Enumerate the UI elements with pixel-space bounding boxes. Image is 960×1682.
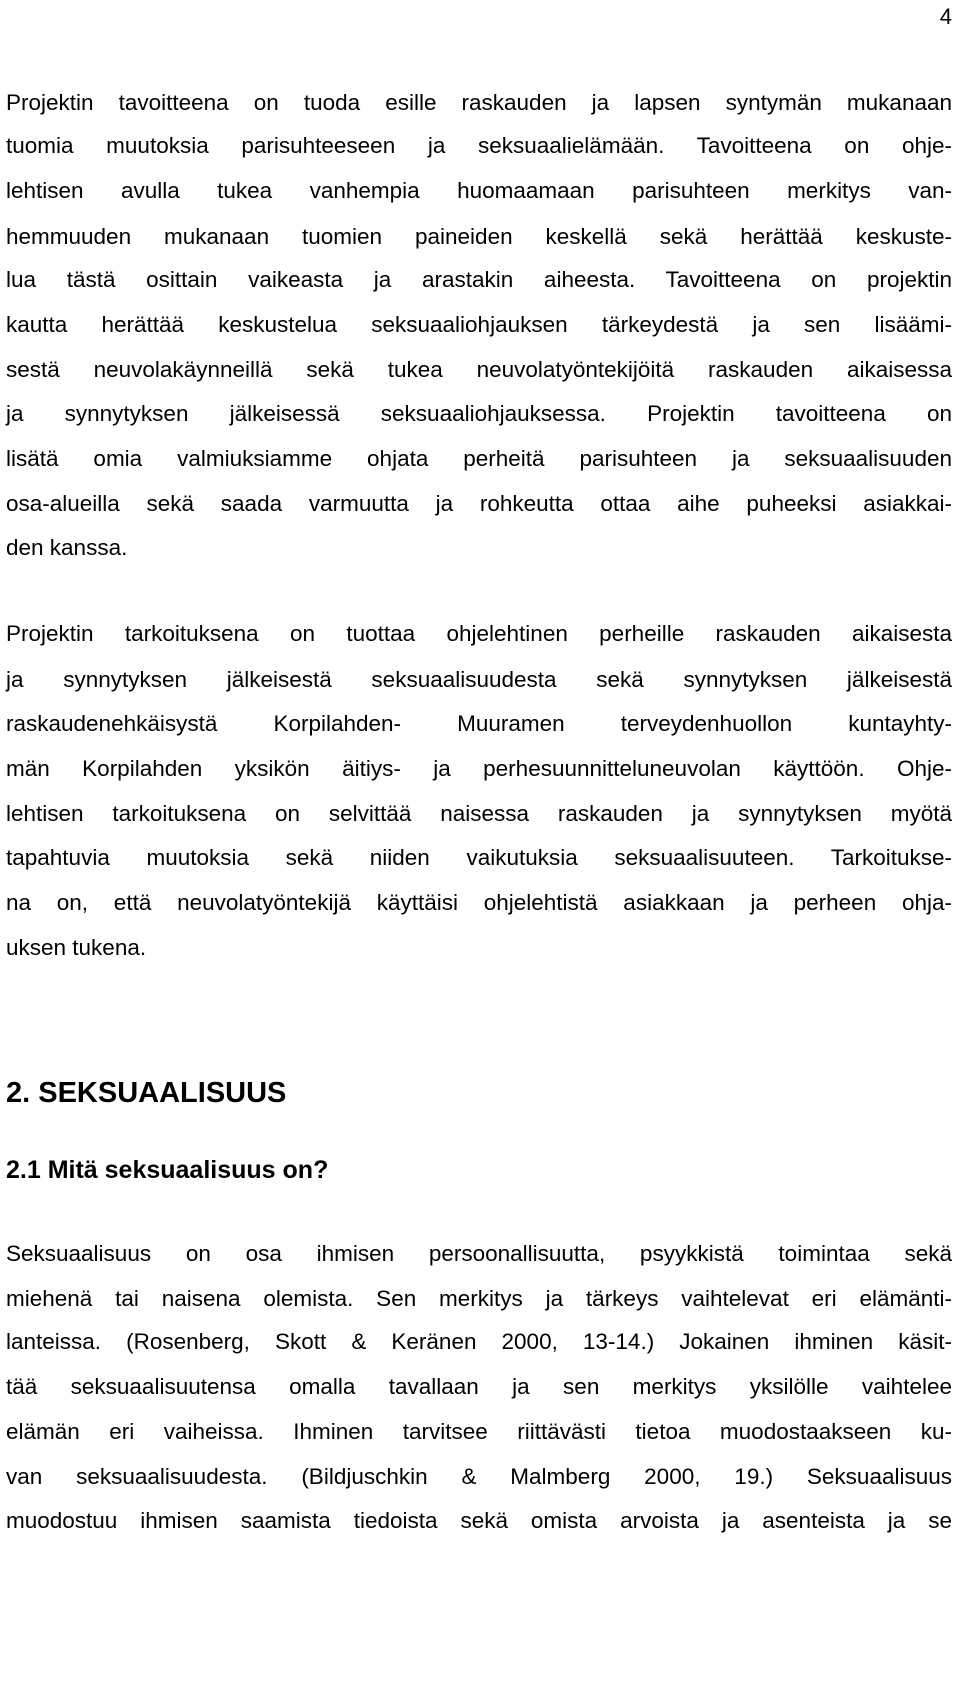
paragraph-1-line-6: kautta herättää keskustelua seksuaaliohjauksen tärkeydestä ja sen lisäämi- — [6, 312, 952, 337]
paragraph-1-line-5: lua tästä osittain vaikeasta ja arastakin aiheesta. Tavoitteena on projektin — [6, 267, 952, 292]
paragraph-2-line-1: Projektin tarkoituksena on tuottaa ohjelehtinen perheille raskauden aikaisesta — [6, 621, 952, 646]
paragraph-1-line-4: hemmuuden mukanaan tuomien paineiden keskellä sekä herättää keskuste- — [6, 224, 952, 249]
paragraph-1-line-10: osa-alueilla sekä saada varmuutta ja rohkeutta ottaa aihe puheeksi asiakkai- — [6, 491, 952, 516]
paragraph-2-line-8: uksen tukena. — [6, 935, 147, 960]
paragraph-3-line-7: muodostuu ihmisen saamista tiedoista sekä omista arvoista ja asenteista ja se — [6, 1508, 952, 1533]
paragraph-3-line-3: lanteissa. (Rosenberg, Skott & Keränen 2000, 13-14.) Jokainen ihminen käsit- — [6, 1329, 952, 1354]
paragraph-1-line-3: lehtisen avulla tukea vanhempia huomaamaan parisuhteen merkitys van- — [6, 178, 952, 203]
paragraph-2-line-6: tapahtuvia muutoksia sekä niiden vaikutuksia seksuaalisuuteen. Tarkoitukse- — [6, 845, 952, 870]
paragraph-2-line-5: lehtisen tarkoituksena on selvittää naisessa raskauden ja synnytyksen myötä — [6, 801, 952, 826]
section-heading: 2. SEKSUAALISUUS — [6, 1077, 287, 1109]
paragraph-3-line-6: van seksuaalisuudesta. (Bildjuschkin & Malmberg 2000, 19.) Seksuaalisuus — [6, 1464, 952, 1489]
paragraph-3-line-4: tää seksuaalisuutensa omalla tavallaan ja sen merkitys yksilölle vaihtelee — [6, 1374, 952, 1399]
paragraph-1-line-1: Projektin tavoitteena on tuoda esille raskauden ja lapsen syntymän mukanaan — [6, 90, 952, 115]
page-number: 4 — [939, 4, 952, 29]
paragraph-1-line-11: den kanssa. — [6, 535, 128, 560]
paragraph-2-line-2: ja synnytyksen jälkeisestä seksuaalisuudesta sekä synnytyksen jälkeisestä — [6, 667, 952, 692]
paragraph-2-line-7: na on, että neuvolatyöntekijä käyttäisi ohjelehtistä asiakkaan ja perheen ohja- — [6, 890, 952, 915]
paragraph-1-line-9: lisätä omia valmiuksiamme ohjata perheitä parisuhteen ja seksuaalisuuden — [6, 446, 952, 471]
paragraph-1-line-7: sestä neuvolakäynneillä sekä tukea neuvolatyöntekijöitä raskauden aikaisessa — [6, 357, 952, 382]
paragraph-3-line-5: elämän eri vaiheissa. Ihminen tarvitsee riittävästi tietoa muodostaakseen ku- — [6, 1419, 952, 1444]
paragraph-3-line-1: Seksuaalisuus on osa ihmisen persoonallisuutta, psyykkistä toimintaa sekä — [6, 1241, 952, 1266]
paragraph-1-line-2: tuomia muutoksia parisuhteeseen ja seksuaalielämään. Tavoitteena on ohje- — [6, 133, 952, 158]
paragraph-1-line-8: ja synnytyksen jälkeisessä seksuaaliohjauksessa. Projektin tavoitteena on — [6, 401, 952, 426]
paragraph-3-line-2: miehenä tai naisena olemista. Sen merkitys ja tärkeys vaihtelevat eri elämänti- — [6, 1286, 952, 1311]
paragraph-2-line-4: män Korpilahden yksikön äitiys- ja perhesuunnitteluneuvolan käyttöön. Ohje- — [6, 756, 952, 781]
subsection-heading: 2.1 Mitä seksuaalisuus on? — [6, 1156, 329, 1184]
paragraph-2-line-3: raskaudenehkäisystä Korpilahden- Muuramen terveydenhuollon kuntayhty- — [6, 711, 952, 736]
